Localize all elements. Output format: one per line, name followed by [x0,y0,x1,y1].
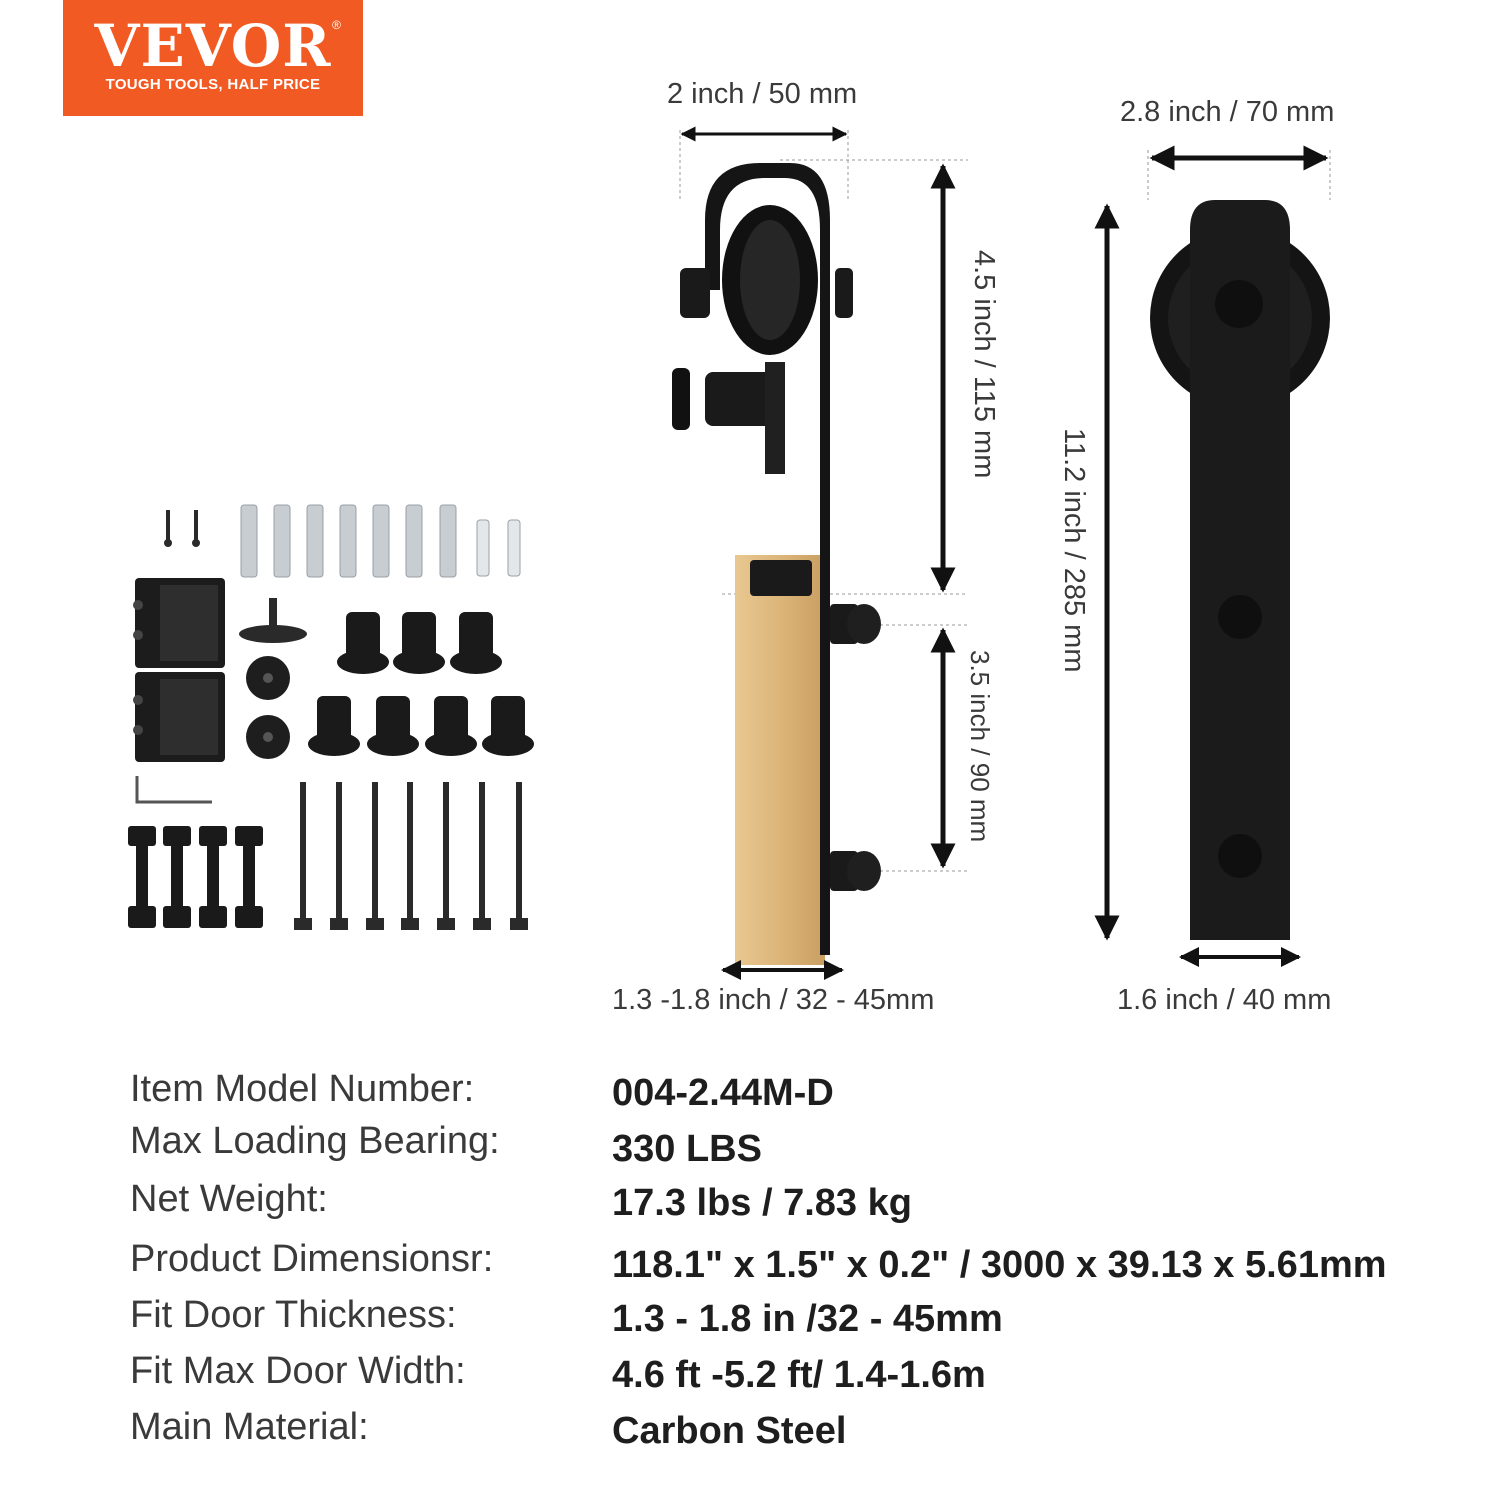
front-view-hanger [1107,150,1330,957]
spec-table [130,1068,1490,1462]
spec-label: Item Model Number: [130,1068,475,1110]
spec-row [130,1294,1490,1350]
spacers [308,612,534,756]
spec-row [130,1350,1490,1406]
spec-label: Net Weight: [130,1178,328,1220]
spec-row [130,1178,1490,1238]
spec-label: Max Loading Bearing: [130,1120,500,1162]
spec-value: 118.1" x 1.5" x 0.2" / 3000 x 39.13 x 5.61mm [612,1244,1387,1286]
spec-value: Carbon Steel [612,1410,847,1452]
floor-guide [239,598,307,643]
spec-value: 1.3 - 1.8 in /32 - 45mm [612,1298,1003,1340]
lag-screws [294,782,528,930]
spec-value: 17.3 lbs / 7.83 kg [612,1182,912,1224]
spec-label: Fit Max Door Width: [130,1350,466,1392]
dim-strap-width: 1.6 inch / 40 mm [1117,984,1332,1016]
stoppers [246,656,290,759]
spec-value: 4.6 ft -5.2 ft/ 1.4-1.6m [612,1354,986,1396]
spec-row [130,1068,1490,1120]
door-block [735,555,825,965]
spec-label: Main Material: [130,1406,369,1448]
small-screws [164,510,200,547]
wall-anchors [241,505,520,577]
spec-label: Fit Door Thickness: [130,1294,457,1336]
brand-tagline: TOUGH TOOLS, HALF PRICE [105,76,321,93]
dim-roller-width: 2 inch / 50 mm [667,78,858,110]
spec-value: 004-2.44M-D [612,1072,834,1114]
dim-upper-height: 4.5 inch / 115 mm [968,250,1000,479]
allen-key [137,776,212,802]
door-guides [133,578,225,762]
side-view-hanger [672,130,968,970]
spec-row [130,1238,1490,1294]
spec-row [130,1406,1490,1462]
accessory-kit [128,505,534,930]
spec-value: 330 LBS [612,1128,762,1170]
brand-name: VEVOR [94,12,332,80]
spec-label: Product Dimensionsr: [130,1238,494,1280]
bolts [128,826,263,928]
spec-row [130,1120,1490,1178]
registered-mark: ® [332,18,341,32]
dim-bolt-spacing: 3.5 inch / 90 mm [965,650,995,843]
dim-hanger-width: 2.8 inch / 70 mm [1120,96,1335,128]
dim-total-height: 11.2 inch / 285 mm [1058,428,1090,673]
dim-door-thickness: 1.3 -1.8 inch / 32 - 45mm [612,984,935,1016]
